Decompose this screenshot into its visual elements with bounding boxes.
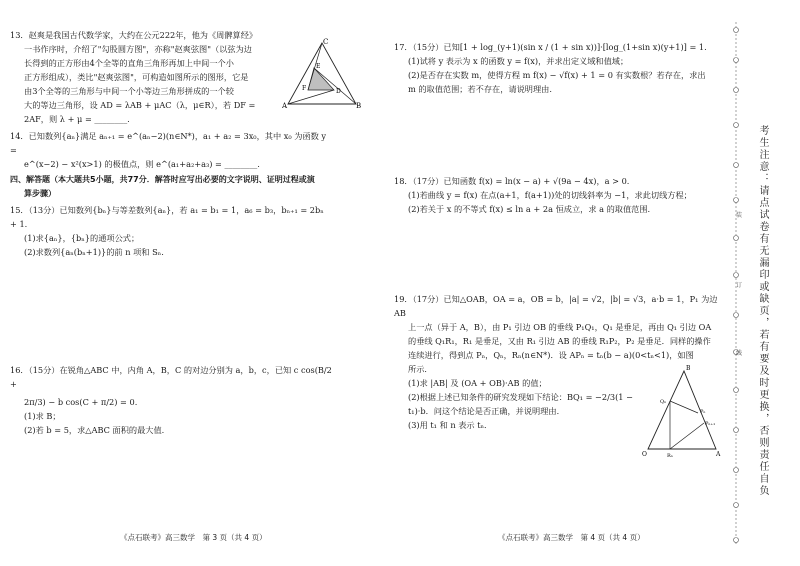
perpendicular-Qn-Pn xyxy=(670,401,698,413)
label-A: A xyxy=(716,451,721,458)
q19-line: (3)用 t₁ 和 n 表示 tₙ． xyxy=(408,420,493,430)
section-4-heading xyxy=(10,173,332,201)
q17-line: (1)试将 y 表示为 x 的函数 y = f(x)，并求出定义域和值域； xyxy=(408,56,629,66)
q13-line: 13．赵爽是我国古代数学家，大约在公元222年，他为《周髀算经》 xyxy=(10,30,258,40)
q14-line: e^(x−2) − x²(x>1) 的极值点，则 e^(a₁+a₂+a₃) = ________. xyxy=(24,159,260,169)
q19-line: (2)根据上述已知条件的研究发现如下结论：BQ₁ = −2/3(1 − xyxy=(408,392,633,402)
question-14 xyxy=(10,129,332,171)
question-18 xyxy=(394,174,724,216)
label-Rn: Rₙ xyxy=(667,453,673,459)
question-17 xyxy=(394,40,724,96)
shaded-inner-triangle xyxy=(308,68,334,90)
label-Pn1: Pₙ₊₁ xyxy=(705,421,716,427)
q17-line: m 的取值范围；若不存在，请说明理由. xyxy=(408,84,552,94)
q15-line: 15．（13分）已知数列{bₙ}与等差数列{aₙ}，若 a₁ = b₁ = 1，a₆ = b₃，bₙ₊₁ = 2bₙ + 1. xyxy=(10,205,324,229)
cut-mark-ding: 订 xyxy=(736,282,743,289)
label-C: C xyxy=(323,38,329,46)
exam-notice: 考生注意：请点试卷有无漏印或缺页，若有要及时更换，否则责任自负 xyxy=(757,125,768,497)
q19-line: (1)求 |AB| 及 (OA + OB)·AB 的值； xyxy=(408,378,547,388)
q19-line: 连续进行，得到点 Pₙ，Qₙ，Rₙ(n∈N*)．设 APₙ = tₙ(b − a)(0<tₙ<1)，如图 xyxy=(408,350,694,360)
q16-line: 2π/3) − b cos(C + π/2) = 0. xyxy=(24,397,138,407)
q13-line: 2AF，则 λ + μ = ________. xyxy=(24,114,130,124)
q15-line: (2)求数列{aₙ(bₙ+1)}的前 n 项和 Sₙ. xyxy=(24,247,164,257)
q15-line: (1)求{aₙ}，{bₙ}的通项公式； xyxy=(24,233,140,243)
question-15 xyxy=(10,203,332,259)
q18-line: (2)若关于 x 的不等式 f(x) ≤ ln a + 2a 恒成立，求 a 的取值范围. xyxy=(408,204,651,214)
section-heading-line: 四、解答题（本大题共5小题，共77分．解答时应写出必要的文字说明、证明过程或演 xyxy=(10,175,315,184)
perpendicular-Rn-Pn1 xyxy=(670,423,704,449)
q19-line: t₁)·b．问这个结论是否正确，并说明理由． xyxy=(408,406,565,416)
label-A: A xyxy=(282,102,288,108)
q13-line: 正方形组成），类比"赵爽弦图"，可构造如图所示的图形，它是 xyxy=(24,72,249,82)
label-Qn: Qₙ xyxy=(660,399,667,405)
q13-line: 大的等边三角形，设 AD = λAB + μAC（λ，μ∈R），若 DF = xyxy=(24,100,256,110)
q19-line: 所示． xyxy=(408,364,433,374)
q19-line: 的垂线 Q₁R₁，R₁ 是垂足，又由 R₁ 引边 AB 的垂线 R₁P₂，P₂ 是垂足．同样的操作 xyxy=(408,336,711,346)
section-heading-line: 算步骤） xyxy=(24,189,56,198)
q18-line: 18．（17分）已知函数 f(x) = ln(x − a) + √(9a − 4x)，a > 0. xyxy=(394,176,630,186)
q19-line: 上一点（异于 A，B），由 P₁ 引边 OB 的垂线 P₁Q₁，Q₁ 是垂足，再由 Q₁ 引边 OA xyxy=(408,322,712,332)
label-E: E xyxy=(316,63,321,70)
page-3-footer: 《点石联考》高三数学 第 3 页（共 4 页） xyxy=(120,533,267,542)
label-D: D xyxy=(336,88,341,95)
q13-line: 由3个全等的三角形与中间一个小等边三角形拼成的一个较 xyxy=(24,86,234,96)
q17-line: 17．（15分）已知[1 + log_(y+1)(sin x / (1 + sin x))]·[log_(1+sin x)(y+1)] = 1. xyxy=(394,42,707,52)
q16-line: 16．（15分）在锐角△ABC 中，内角 A，B，C 的对边分别为 a，b，c，已知 c cos(B/2 + xyxy=(10,365,332,389)
label-Pn: Pₙ xyxy=(700,409,706,415)
question-16 xyxy=(10,363,332,437)
question-13 xyxy=(10,28,280,126)
q17-line: (2)是否存在实数 m，使得方程 m f(x) − √f(x) + 1 = 0 有实数根？若存在，求出 xyxy=(408,70,706,80)
page-4-footer: 《点石联考》高三数学 第 4 页（共 4 页） xyxy=(498,533,645,542)
label-O: O xyxy=(642,451,647,458)
q14-line: 14．已知数列{aₙ}满足 aₙ₊₁ = e^(aₙ−2)(n∈N*)，a₁ + a₂ = 3x₀，其中 x₀ 为函数 y = xyxy=(10,131,327,155)
q13-triangle-figure xyxy=(282,38,362,108)
q19-line: 19．（17分）已知△OAB，OA = a，OB = b，|a| = √2，|b| = √3，a·b = 1，P₁ 为边 AB xyxy=(394,294,718,318)
label-B: B xyxy=(356,102,362,108)
label-F: F xyxy=(302,85,307,92)
q13-line: 一书作序时，介绍了"勾股圆方图"，亦称"赵爽弦图"（以弦为边 xyxy=(24,44,252,54)
q19-triangle-figure xyxy=(640,365,724,460)
label-B: B xyxy=(686,365,691,372)
q16-line: (2)若 b = 5，求△ABC 面积的最大值. xyxy=(24,425,165,435)
cut-mark-xian: 线 xyxy=(736,350,743,357)
q18-line: (1)若曲线 y = f(x) 在点(a+1，f(a+1))处的切线斜率为 −1，求此切线方程； xyxy=(408,190,692,200)
q13-line: 长得到的正方形由4个全等的直角三角形再加上中间一个小 xyxy=(24,58,234,68)
q16-line: (1)求 B； xyxy=(24,411,61,421)
triangle-OAB xyxy=(648,371,716,449)
cut-mark-zhuang: 装 xyxy=(736,212,743,219)
